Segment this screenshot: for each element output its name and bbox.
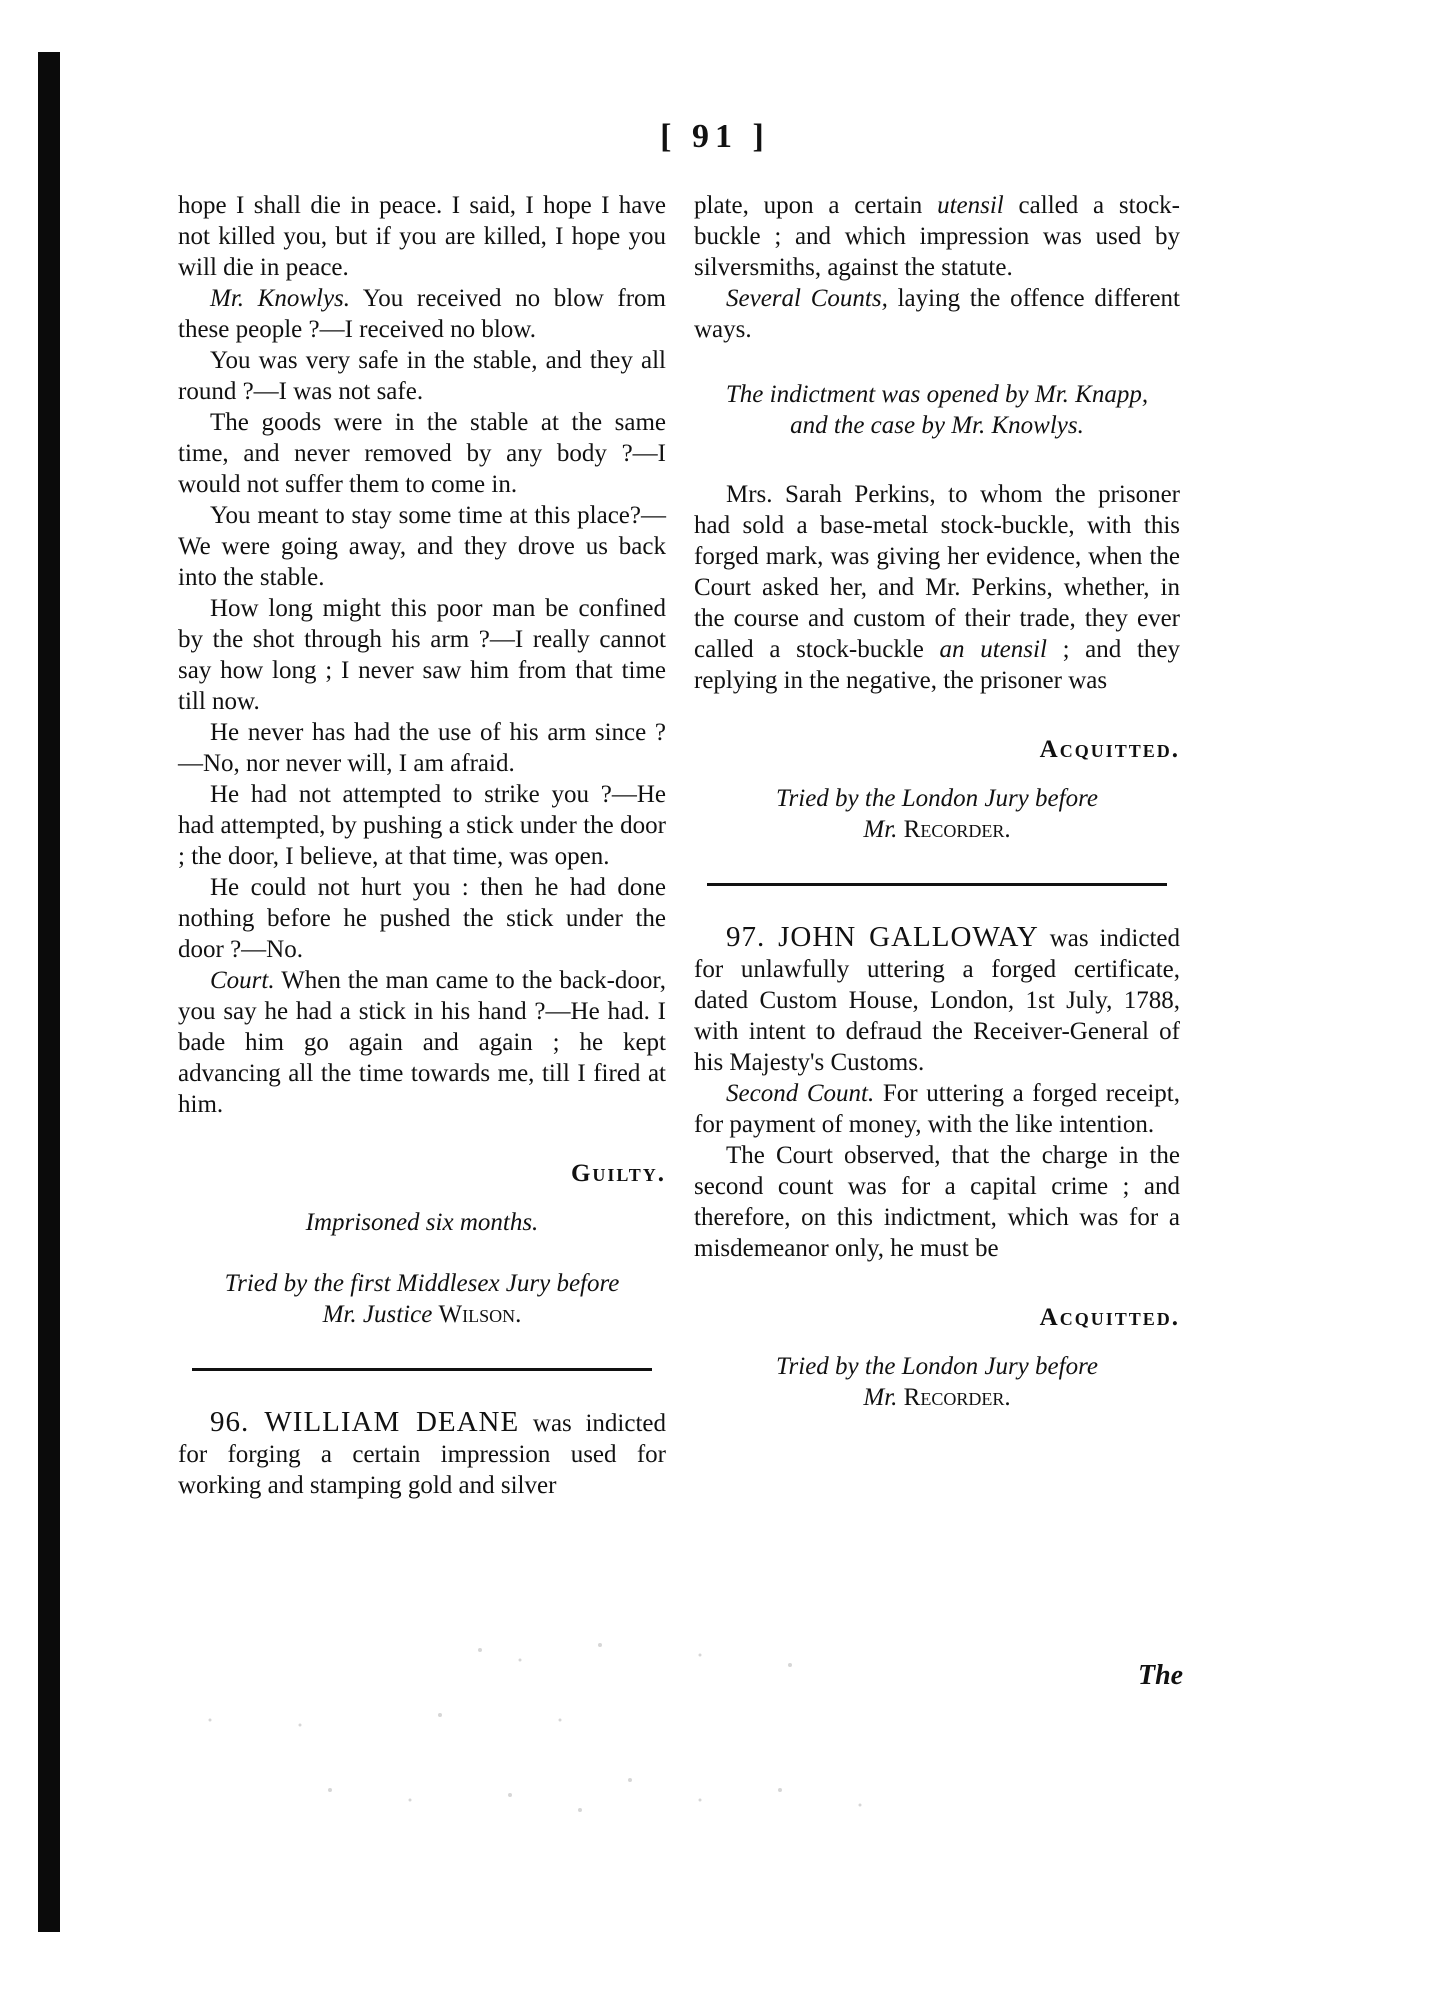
- paragraph: [694, 479, 1180, 696]
- entry-heading: 97. JOHN GALLOWAY: [726, 921, 1039, 953]
- scan-noise: [180, 1630, 1040, 1830]
- binding-edge: [38, 52, 60, 1932]
- entry-heading: 96. WILLIAM DEANE: [210, 1406, 520, 1438]
- paragraph: [694, 1078, 1180, 1140]
- paragraph: You was very safe in the stable, and they all round ?—I was not safe.: [178, 347, 666, 405]
- verdict: Acquitted.: [1039, 1304, 1180, 1331]
- tried-by-judge: [694, 1382, 1180, 1413]
- paragraph-text: Mrs. Sarah Perkins, to whom the prisoner had sold a base-metal stock-buckle, with this forged mark, was giving her evidence, when the Court asked her, and Mr. Perkins, whether, in the course and custom of their trade, they ever called a stock-buckle: [694, 481, 1180, 663]
- paragraph: You meant to stay some time at this place?—We were going away, and they drove us back into the stable.: [178, 502, 666, 591]
- paragraph: The goods were in the stable at the same time, and never removed by any body ?—I would not suffer them to come in.: [178, 409, 666, 498]
- page-number: [ 91 ]: [660, 118, 770, 155]
- paragraph: [694, 283, 1180, 345]
- verdict: Acquitted.: [1039, 736, 1180, 763]
- paragraph: The Court observed, that the charge in the second count was for a capital crime ; and therefore, on this indictment, which was for a misdemeanor only, he must be: [694, 1142, 1180, 1262]
- tried-by-judge: [694, 814, 1180, 845]
- paragraph: [178, 283, 666, 345]
- opening-note: and the case by Mr. Knowlys.: [790, 412, 1084, 439]
- section-divider: [192, 1368, 652, 1371]
- paragraph: [178, 965, 666, 1120]
- paragraph: [694, 190, 1180, 283]
- sentence: Imprisoned six months.: [305, 1209, 539, 1236]
- paragraph-text: You received no blow from these people ?—I received no blow.: [178, 285, 666, 343]
- section-divider: [707, 883, 1167, 886]
- paragraph: hope I shall die in peace. I said, I hope I have not killed you, but if you are killed, I hope you will die in peace.: [178, 192, 666, 281]
- judge-name: Wilson.: [438, 1301, 522, 1328]
- italic-term: Several Counts,: [726, 285, 888, 312]
- paragraph-text: plate, upon a certain: [694, 192, 938, 219]
- italic-term: an utensil: [939, 636, 1047, 663]
- paragraph: How long might this poor man be confined by the shot through his arm ?—I really cannot say how long ; I never saw him from that time till now.: [178, 595, 666, 715]
- italic-term: Second Count.: [726, 1080, 875, 1107]
- paragraph-text: called a stock-buckle ; and which impression was used by silversmiths, against the statute.: [694, 192, 1181, 281]
- entry-text: was indicted for unlawfully uttering a forged certificate, dated Custom House, London, 1st July, 1788, with intent to defraud the Receiver-General of his Majesty's Customs.: [694, 925, 1180, 1076]
- paragraph: He never has had the use of his arm since ?—No, nor never will, I am afraid.: [178, 719, 666, 777]
- tried-by-judge: [178, 1299, 666, 1330]
- entry-paragraph: [694, 922, 1180, 1078]
- verdict: Guilty.: [570, 1160, 666, 1187]
- entry-text: was indicted for forging a certain impression used for working and stamping gold and silver: [178, 1410, 666, 1499]
- paragraph: He could not hurt you : then he had done nothing before he pushed the stick under the door ?—No.: [178, 874, 666, 963]
- speaker-label: Court.: [210, 967, 275, 994]
- paragraph-text: When the man came to the back-door, you say he had a stick in his hand ?—He had. I bade him go again and again ; he kept advancing all the time towards me, till I fired at him.: [178, 967, 666, 1118]
- opening-note: The indictment was opened by Mr. Knapp,: [725, 381, 1149, 408]
- tried-by-line: Tried by the London Jury before: [776, 785, 1098, 812]
- right-column: [694, 190, 1180, 1413]
- paragraph: He had not attempted to strike you ?—He had attempted, by pushing a stick under the door ; the door, I believe, at that time, was open.: [178, 781, 666, 870]
- judge-title: Mr.: [863, 816, 898, 843]
- left-column: [178, 190, 666, 1501]
- entry-paragraph: [178, 1407, 666, 1501]
- judge-title: Mr.: [863, 1384, 898, 1411]
- paragraph-text: laying the offence different ways.: [694, 285, 1180, 343]
- tried-by-line: Tried by the London Jury before: [776, 1353, 1098, 1380]
- paragraph-text: ; and they replying in the negative, the prisoner was: [694, 636, 1180, 694]
- catchword: The: [1138, 1660, 1184, 1691]
- judge-name: Recorder.: [903, 1384, 1011, 1411]
- tried-by-line: Tried by the first Middlesex Jury before: [224, 1270, 620, 1297]
- italic-term: utensil: [937, 192, 1004, 219]
- paragraph-text: For uttering a forged receipt, for payment of money, with the like intention.: [694, 1080, 1180, 1138]
- speaker-label: Mr. Knowlys.: [210, 285, 351, 312]
- judge-name: Recorder.: [903, 816, 1011, 843]
- judge-title: Mr. Justice: [322, 1301, 433, 1328]
